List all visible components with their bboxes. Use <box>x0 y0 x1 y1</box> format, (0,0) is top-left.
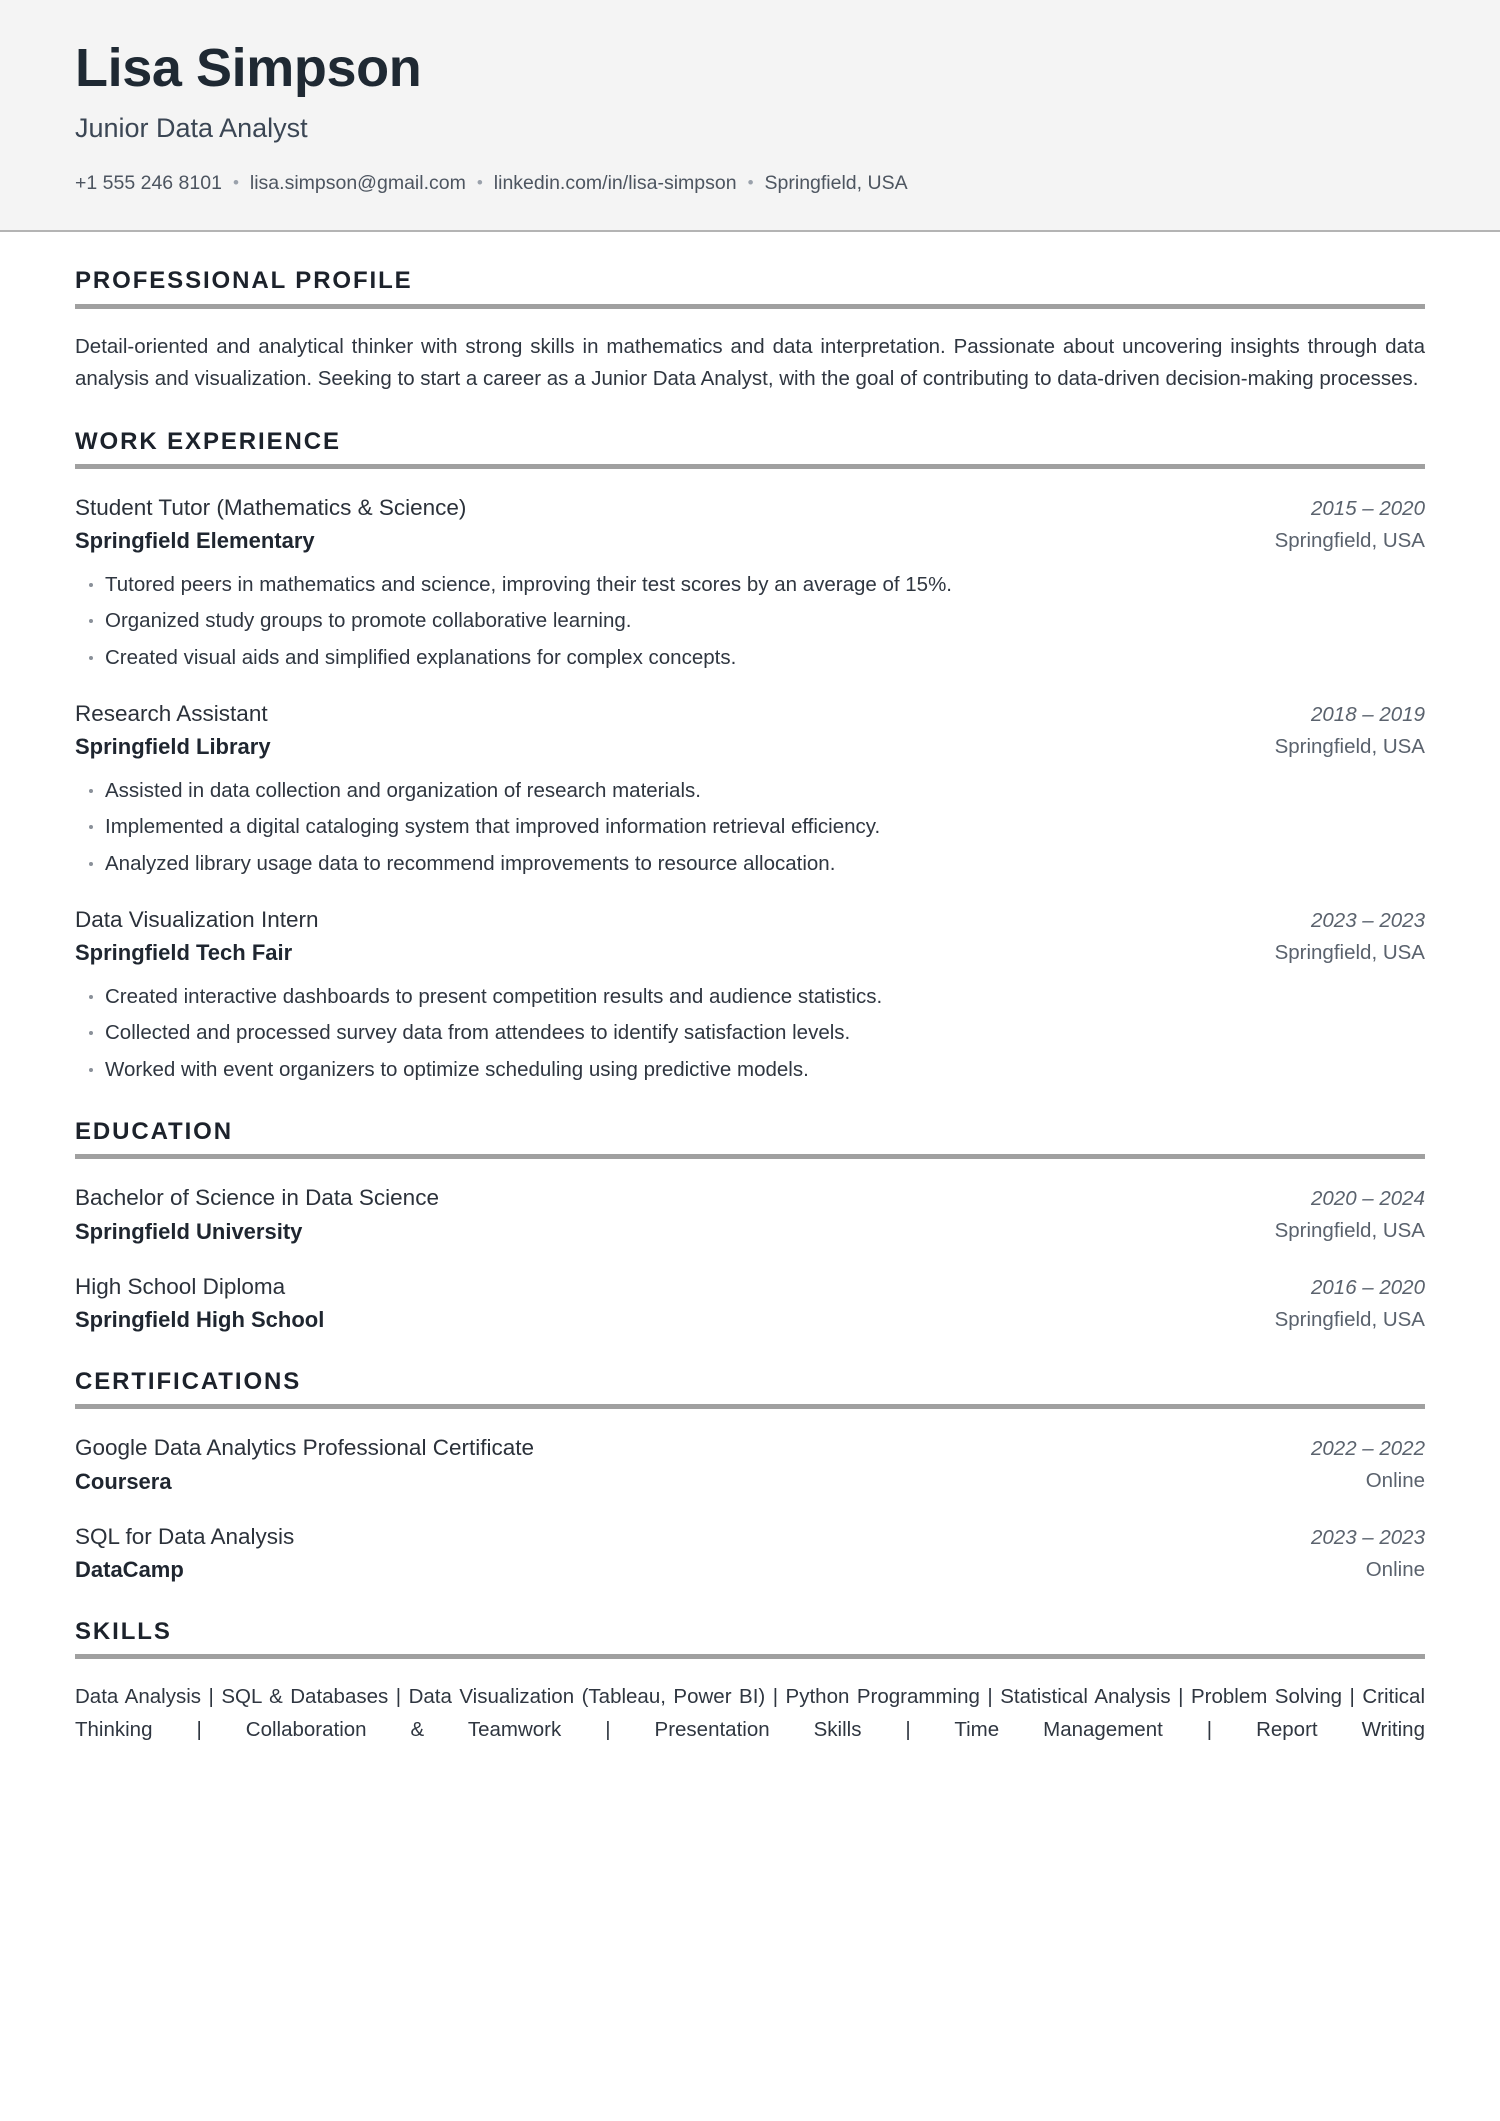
resume-body <box>0 268 1500 1786</box>
work-location: Springfield, USA <box>1274 528 1425 552</box>
work-entry-left <box>75 699 271 762</box>
certification-issuer: Coursera <box>75 1468 172 1494</box>
section-divider <box>75 1154 1425 1159</box>
certification-entry-left <box>75 1522 294 1585</box>
work-location: Springfield, USA <box>1274 734 1425 758</box>
work-dates: 2023 – 2023 <box>1310 908 1425 932</box>
work-entry-header <box>75 905 1425 968</box>
education-entry <box>75 1272 1425 1335</box>
work-bullet-list <box>75 570 1425 673</box>
certification-name: Google Data Analytics Professional Certificate <box>75 1435 534 1461</box>
work-organization: Springfield Elementary <box>75 528 315 554</box>
education-institution: Springfield University <box>75 1218 303 1244</box>
candidate-name: Lisa Simpson <box>75 38 422 98</box>
work-location: Springfield, USA <box>1274 940 1425 964</box>
work-entry-right <box>1275 702 1425 760</box>
profile-summary-text: Detail-oriented and analytical thinker with strong skills in mathematics and data interpretation. Passionate about uncovering insights through data analysis and visualization. Seeking to start a career as a Junior Data Analyst, with the goal of contributing to data-driven decision-making processes. <box>75 334 1425 390</box>
education-location: Springfield, USA <box>1274 1218 1425 1242</box>
certification-entry <box>75 1433 1425 1496</box>
certification-name: SQL for Data Analysis <box>75 1524 295 1550</box>
list-item: Analyzed library usage data to recommend improvements to resource allocation. <box>75 849 1425 879</box>
work-bullet-list <box>75 776 1425 879</box>
certification-entry-header <box>75 1522 1425 1585</box>
section-title-education: EDUCATION <box>75 1117 233 1145</box>
work-entry-header <box>75 699 1425 762</box>
certification-location: Online <box>1365 1469 1425 1493</box>
candidate-job-title: Junior Data Analyst <box>75 113 308 144</box>
contact-location: Springfield, USA <box>764 171 908 194</box>
list-item: Created visual aids and simplified explanations for complex concepts. <box>75 643 1425 673</box>
resume-header <box>0 0 1500 232</box>
education-entry-left <box>75 1183 439 1246</box>
contact-phone[interactable]: +1 555 246 8101 <box>75 171 222 194</box>
section-divider <box>75 464 1425 469</box>
education-dates: 2016 – 2020 <box>1310 1276 1425 1300</box>
education-entry-header <box>75 1183 1425 1246</box>
work-organization: Springfield Library <box>75 734 271 760</box>
education-entry-right <box>1275 1275 1425 1333</box>
list-item: Collected and processed survey data from attendees to identify satisfaction levels. <box>75 1018 1425 1048</box>
certification-dates: 2023 – 2023 <box>1310 1526 1425 1550</box>
education-institution: Springfield High School <box>75 1307 325 1333</box>
certification-entry-header <box>75 1433 1425 1496</box>
list-item: Worked with event organizers to optimize scheduling using predictive models. <box>75 1055 1425 1085</box>
work-entry <box>75 699 1425 879</box>
work-entry-right <box>1275 908 1425 966</box>
section-skills <box>75 1619 1425 1746</box>
contact-line <box>75 171 1425 196</box>
section-education <box>75 1119 1425 1335</box>
certification-entry <box>75 1522 1425 1585</box>
list-item: Tutored peers in mathematics and science, improving their test scores by an average of 15%. <box>75 570 1425 600</box>
work-dates: 2015 – 2020 <box>1310 496 1425 520</box>
work-role: Data Visualization Intern <box>75 906 319 932</box>
section-title-work: WORK EXPERIENCE <box>75 427 341 455</box>
education-entry-header <box>75 1272 1425 1335</box>
section-divider <box>75 1404 1425 1409</box>
section-title-skills: SKILLS <box>75 1618 172 1646</box>
section-divider <box>75 304 1425 309</box>
certification-location: Online <box>1365 1557 1425 1581</box>
certification-issuer: DataCamp <box>75 1557 184 1583</box>
education-entry-left <box>75 1272 324 1335</box>
section-certifications <box>75 1369 1425 1585</box>
work-bullet-list <box>75 982 1425 1085</box>
contact-email[interactable]: lisa.simpson@gmail.com <box>249 171 466 194</box>
contact-linkedin[interactable]: linkedin.com/in/lisa-simpson <box>493 171 737 194</box>
section-work-experience <box>75 429 1425 1085</box>
work-role: Research Assistant <box>75 700 268 726</box>
certification-entry-left <box>75 1433 534 1496</box>
education-degree: Bachelor of Science in Data Science <box>75 1185 439 1211</box>
list-item: Organized study groups to promote collaborative learning. <box>75 606 1425 636</box>
list-item: Implemented a digital cataloging system that improved information retrieval efficiency. <box>75 812 1425 842</box>
section-title-profile: PROFESSIONAL PROFILE <box>75 267 413 295</box>
work-entry-right <box>1275 496 1425 554</box>
work-entry-left <box>75 493 466 556</box>
certification-entry-right <box>1311 1436 1425 1494</box>
work-role: Student Tutor (Mathematics & Science) <box>75 494 467 520</box>
list-item: Created interactive dashboards to present competition results and audience statistics. <box>75 982 1425 1012</box>
section-title-certifications: CERTIFICATIONS <box>75 1368 302 1395</box>
education-location: Springfield, USA <box>1274 1307 1425 1331</box>
education-dates: 2020 – 2024 <box>1310 1187 1425 1211</box>
education-entry <box>75 1183 1425 1246</box>
certification-dates: 2022 – 2022 <box>1310 1437 1425 1461</box>
work-entry-left <box>75 905 318 968</box>
work-dates: 2018 – 2019 <box>1310 702 1425 726</box>
work-entry-header <box>75 493 1425 556</box>
education-degree: High School Diploma <box>75 1274 286 1300</box>
section-divider <box>75 1654 1425 1659</box>
work-organization: Springfield Tech Fair <box>75 940 293 966</box>
contact-separator-icon: • <box>747 173 754 193</box>
certification-entry-right <box>1311 1525 1425 1583</box>
work-entry <box>75 905 1425 1085</box>
work-entry <box>75 493 1425 673</box>
skills-list-text: Data Analysis | SQL & Databases | Data Visualization (Tableau, Power BI) | Python Programming | Statistical Analysis | Problem Solving | Critical Thinking | Collaboration & Teamwork | Presentation Skills | Time Management | Report Writing <box>75 1685 1425 1741</box>
list-item: Assisted in data collection and organization of research materials. <box>75 776 1425 806</box>
contact-separator-icon: • <box>232 173 239 193</box>
contact-separator-icon: • <box>476 173 483 193</box>
education-entry-right <box>1275 1186 1425 1244</box>
section-professional-profile <box>75 268 1425 394</box>
